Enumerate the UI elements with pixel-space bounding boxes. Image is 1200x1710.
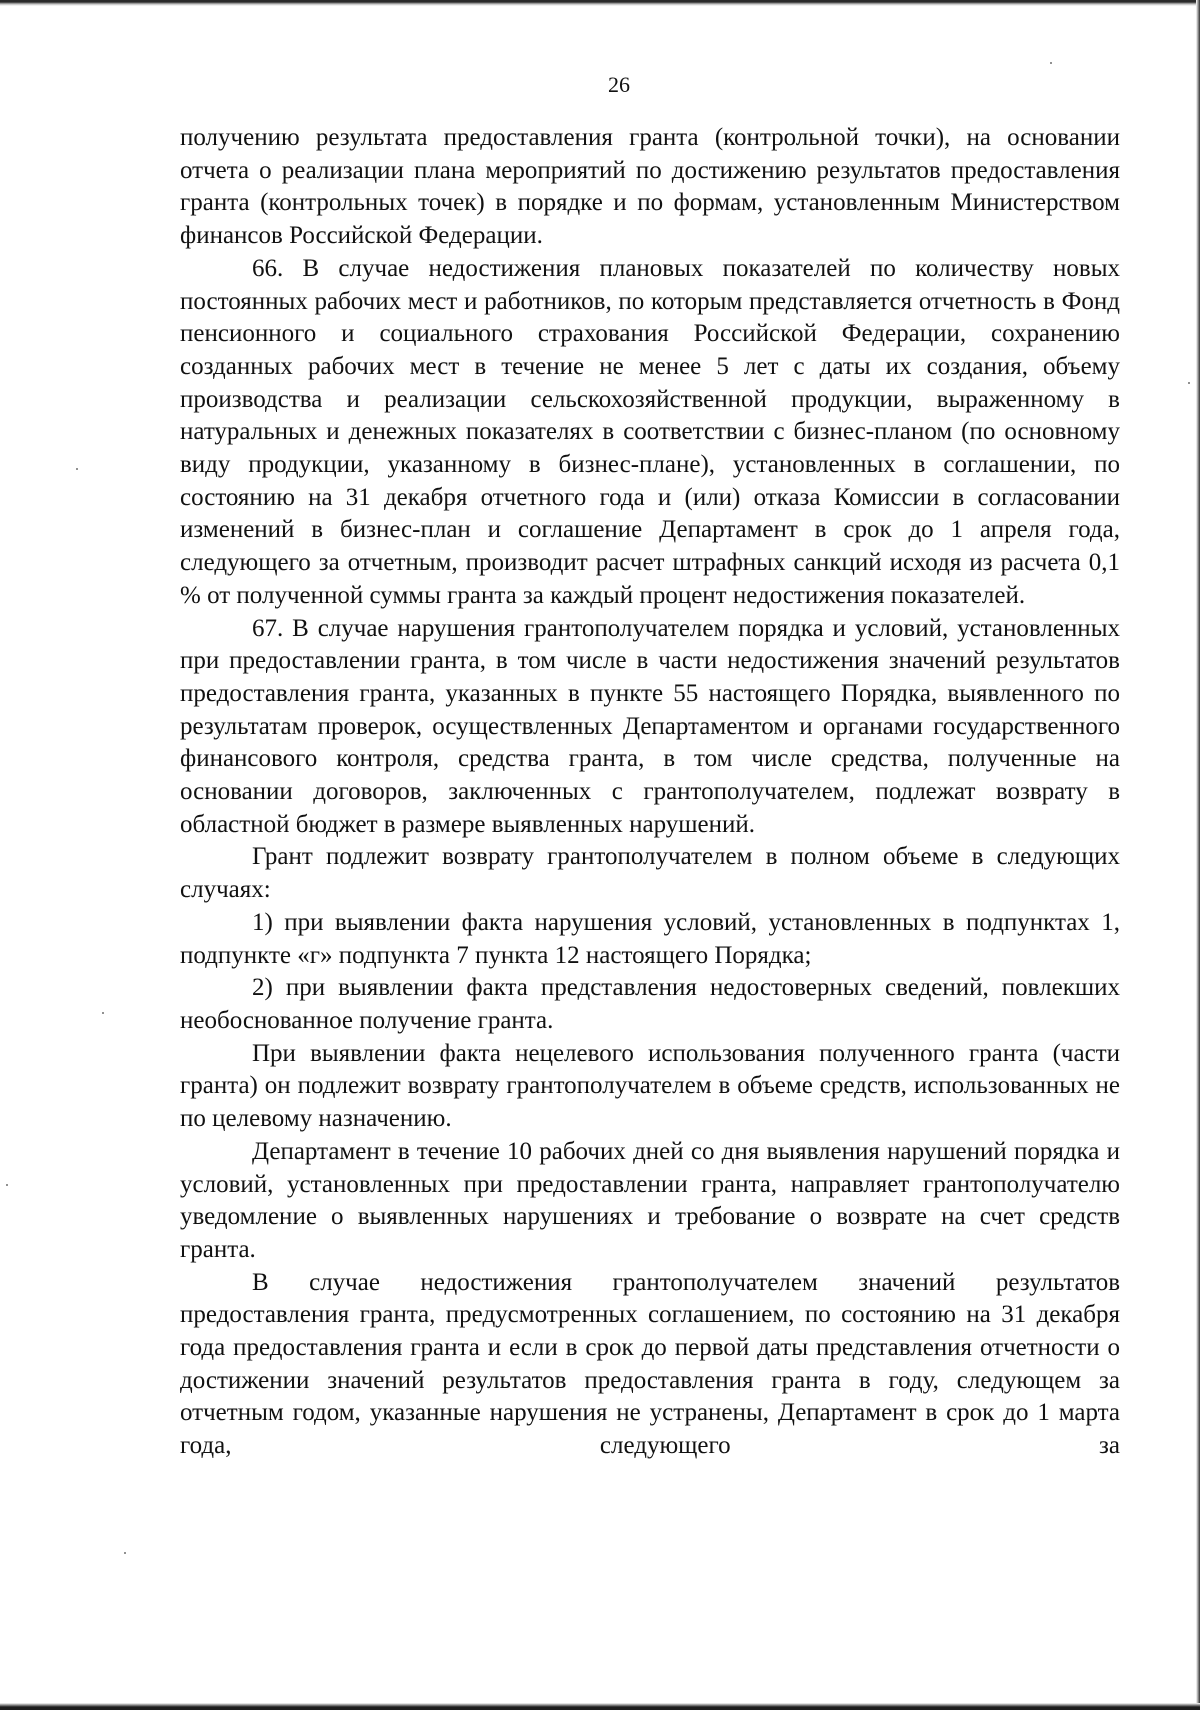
paragraph-67: 67. В случае нарушения грантополучателем порядка и условий, установленных при предоставлении гранта, в том числе в части недостижения значений результатов предоставления гранта, указанных в пункте 55 настоящего Порядка, выявленного по результатам проверок, осуществленных Департаментом и органами государственного финансового контроля, средства гранта, в том числе средства, полученные на основании договоров, заключенных с грантополучателем, подлежат возврату в областной бюджет в размере выявленных нарушений. [180, 614, 1120, 838]
scan-edge-top [0, 0, 1200, 6]
scan-speck [76, 468, 78, 470]
paragraph-misuse: При выявлении факта нецелевого использования полученного гранта (части гранта) он подлежит возврату грантополучателем в объеме средств, использованных не по целевому назначению. [180, 1039, 1120, 1133]
paragraph-full-return: Грант подлежит возврату грантополучателем в полном объеме в следующих случаях: [180, 843, 1120, 904]
document-body [180, 122, 1120, 1463]
scan-speck [124, 1552, 126, 1554]
page-number: 26 [608, 72, 630, 97]
paragraph-not-achieved: В случае недостижения грантополучателем значений результатов предоставления гранта, предусмотренных соглашением, по состоянию на 31 декабря года предоставления гранта и если в срок до первой даты представления отчетности о достижении значений результатов предоставления гранта в году, следующем за отчетным годом, указанные нарушения не устранены, Департамент в срок до 1 марта года, следующего за [180, 1268, 1120, 1460]
scan-edge-right [1196, 0, 1200, 1710]
paragraph-66: 66. В случае недостижения плановых показателей по количеству новых постоянных рабочих мест и работников, по которым представляется отчетность в Фонд пенсионного и социального страхования Российской Федерации, сохранению созданных рабочих мест в течение не менее 5 лет с даты их создания, объему производства и реализации сельскохозяйственной продукции, выраженному в натуральных и денежных показателях в соответствии с бизнес-планом (по основному виду продукции, указанному в бизнес-плане), установленных в соглашении, по состоянию на 31 декабря отчетного года и (или) отказа Комиссии в согласовании изменений в бизнес-план и соглашение Департамент в срок до 1 апреля года, следующего за отчетным, производит расчет штрафных санкций исходя из расчета 0,1 % от полученной суммы гранта за каждый процент недостижения показателей. [180, 254, 1120, 609]
paragraph-notice: Департамент в течение 10 рабочих дней со дня выявления нарушений порядка и условий, установленных при предоставлении гранта, направляет грантополучателю уведомление о выявленных нарушениях и требование о возврате на счет средств гранта. [180, 1137, 1120, 1263]
scan-speck [1050, 62, 1052, 64]
scan-speck [102, 1012, 104, 1014]
paragraph-continuation: получению результата предоставления гранта (контрольной точки), на основании отчета о реализации плана мероприятий по достижению результатов предоставления гранта (контрольных точек) в порядке и по формам, установленным Министерством финансов Российской Федерации. [180, 124, 1120, 250]
scan-edge-bottom [0, 1703, 1200, 1710]
scan-speck [6, 1184, 8, 1186]
paragraph-case-2: 2) при выявлении факта представления недостоверных сведений, повлекших необоснованное получение гранта. [180, 974, 1120, 1034]
scan-speck [1188, 382, 1190, 384]
paragraph-case-1: 1) при выявлении факта нарушения условий, установленных в подпунктах 1, подпункте «г» подпункта 7 пункта 12 настоящего Порядка; [180, 908, 1120, 969]
